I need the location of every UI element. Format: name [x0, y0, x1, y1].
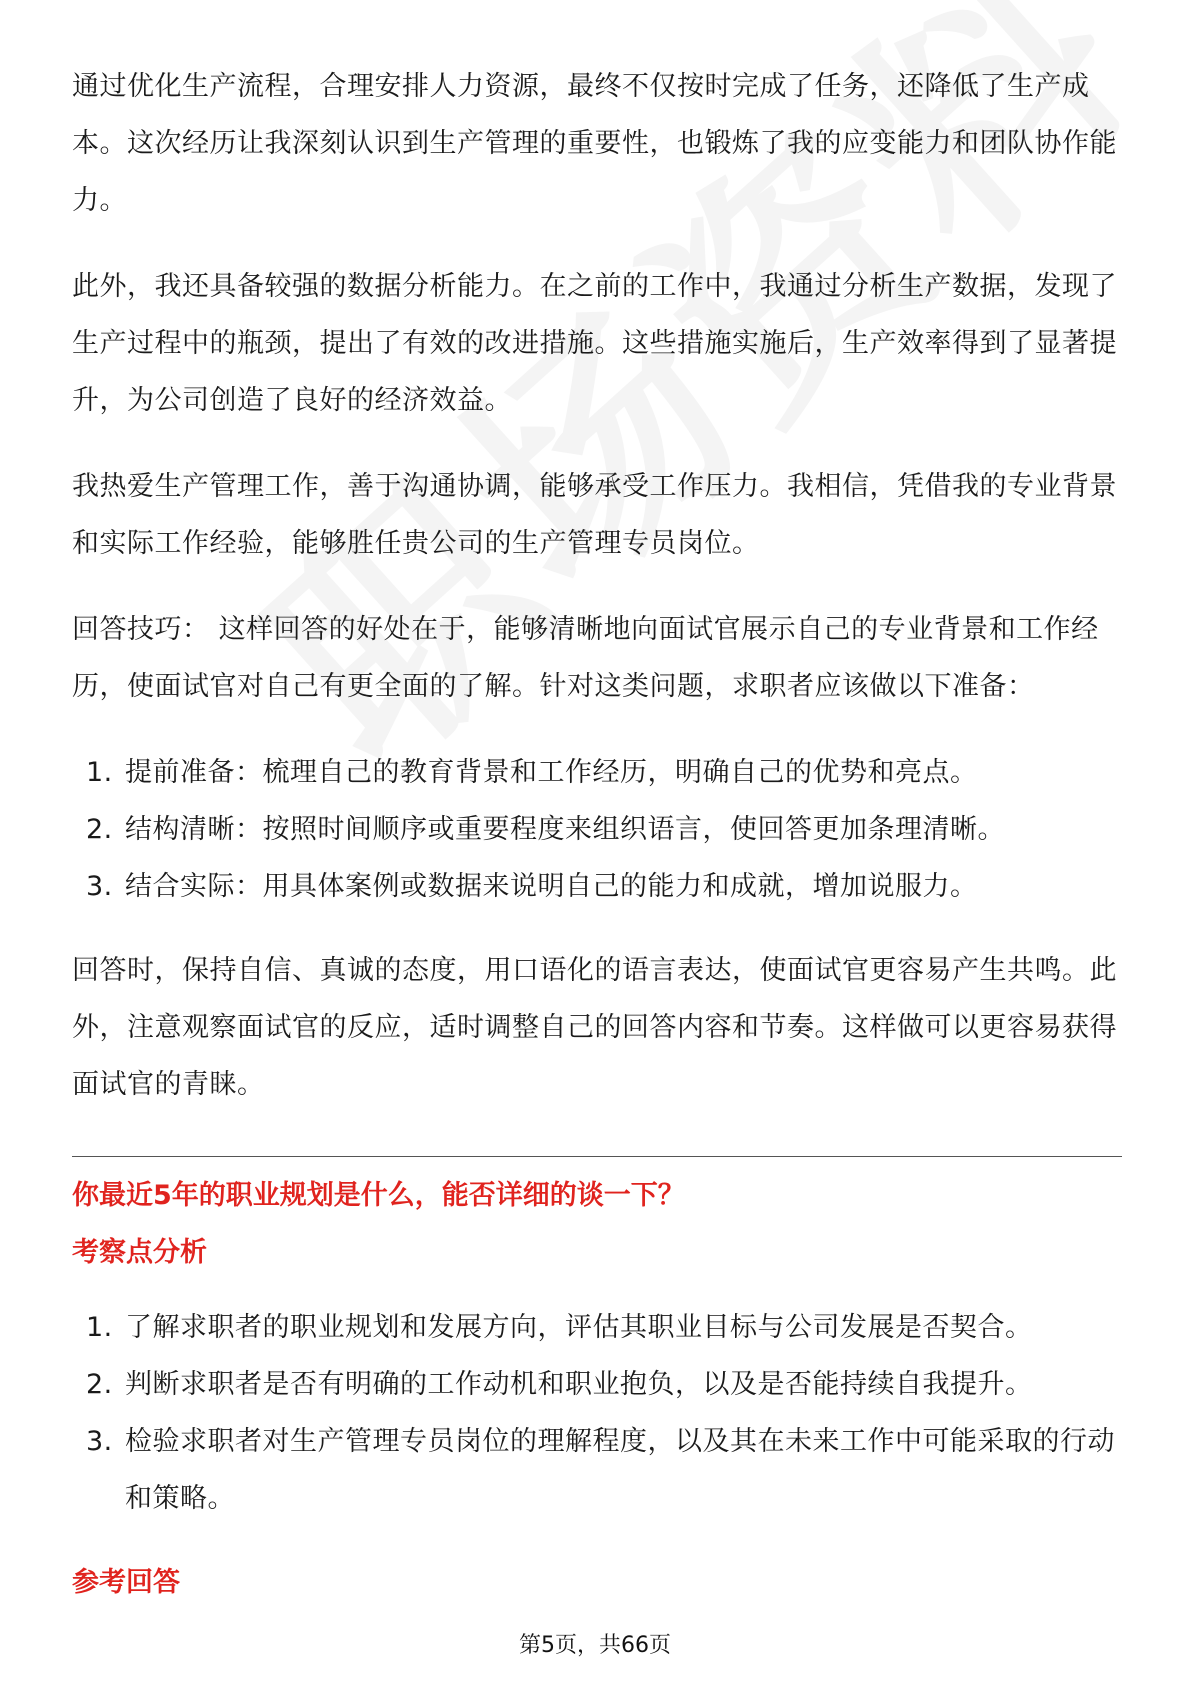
paragraph-5: 回答时，保持自信、真诚的态度，用口语化的语言表达，使面试官更容易产生共鸣。此外，注意观察面试官的反应，适时调整自己的回答内容和节奏。这样做可以更容易获得面试官的青睐。 [72, 955, 1117, 1100]
analysis-list [72, 1299, 1122, 1527]
paragraph-answer-tips: 回答技巧： 这样回答的好处在于，能够清晰地向面试官展示自己的专业背景和工作经历，使面试官对自己有更全面的了解。针对这类问题，求职者应该做以下准备： [72, 614, 1099, 702]
list-item [72, 801, 1122, 858]
list-number: 2. [86, 1369, 113, 1400]
reference-heading: 参考回答 [72, 1567, 180, 1598]
page-footer: 第5页，共66页 [519, 1633, 671, 1658]
list-item-text: 提前准备：梳理自己的教育背景和工作经历，明确自己的优势和亮点。 [125, 757, 978, 788]
list-item [72, 744, 1122, 801]
list-item-text: 检验求职者对生产管理专员岗位的理解程度，以及其在未来工作中可能采取的行动和策略。 [125, 1426, 1115, 1514]
paragraph-1: 通过优化生产流程，合理安排人力资源，最终不仅按时完成了任务，还降低了生产成本。这次经历让我深刻认识到生产管理的重要性，也锻炼了我的应变能力和团队协作能力。 [72, 71, 1117, 216]
paragraph-3: 我热爱生产管理工作，善于沟通协调，能够承受工作压力。我相信，凭借我的专业背景和实际工作经验，能够胜任贵公司的生产管理专员岗位。 [72, 471, 1117, 559]
document-body [72, 58, 1122, 1611]
list-item-text: 结构清晰：按照时间顺序或重要程度来组织语言，使回答更加条理清晰。 [125, 814, 1005, 845]
list-item [72, 1413, 1122, 1527]
analysis-heading: 考察点分析 [72, 1237, 207, 1268]
tips-list [72, 744, 1122, 915]
section-divider [72, 1156, 1122, 1157]
list-item-text: 结合实际：用具体案例或数据来说明自己的能力和成就，增加说服力。 [125, 871, 978, 902]
list-item [72, 858, 1122, 915]
list-number: 3. [86, 871, 113, 902]
list-number: 1. [86, 757, 113, 788]
list-item-text: 了解求职者的职业规划和发展方向，评估其职业目标与公司发展是否契合。 [125, 1312, 1033, 1343]
list-number: 2. [86, 814, 113, 845]
question-heading: 你最近5年的职业规划是什么，能否详细的谈一下？ [72, 1180, 685, 1211]
list-number: 3. [86, 1426, 113, 1457]
paragraph-2: 此外，我还具备较强的数据分析能力。在之前的工作中，我通过分析生产数据，发现了生产过程中的瓶颈，提出了有效的改进措施。这些措施实施后，生产效率得到了显著提升，为公司创造了良好的经济效益。 [72, 271, 1117, 416]
list-item [72, 1299, 1122, 1356]
list-item-text: 判断求职者是否有明确的工作动机和职业抱负，以及是否能持续自我提升。 [125, 1369, 1033, 1400]
list-number: 1. [86, 1312, 113, 1343]
list-item [72, 1356, 1122, 1413]
